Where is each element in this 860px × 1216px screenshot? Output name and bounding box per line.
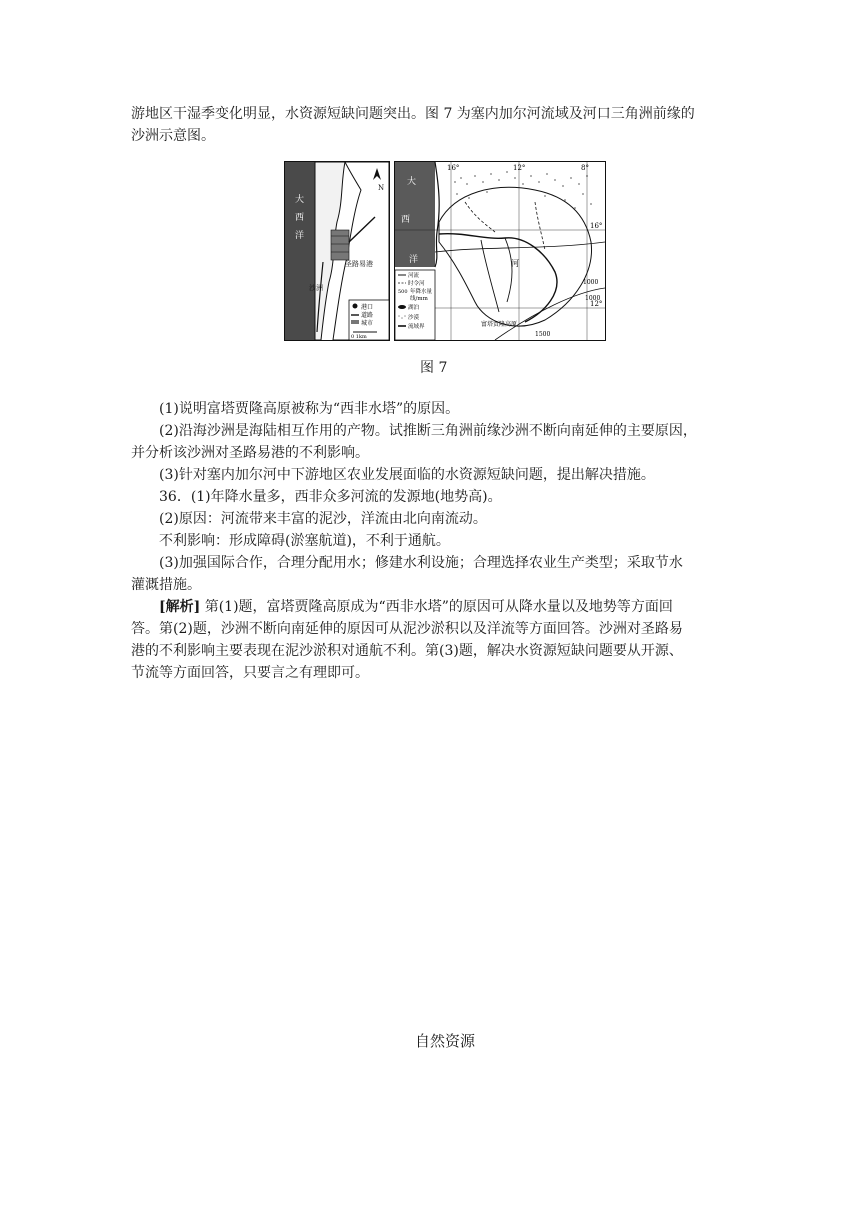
question-2-line-1: (2)沿海沙洲是海陆相互作用的产物。试推断三角洲前缘沙洲不断向南延伸的主要原因， xyxy=(159,423,697,439)
legend-river: 河流 xyxy=(408,273,420,279)
left-ocean-label-3: 洋 xyxy=(295,231,305,241)
analysis-line-2: 答。第(2)题，沙洲不断向南延伸的原因可从泥沙淤积以及洋流等方面回答。沙洲对圣路易 xyxy=(131,621,683,637)
analysis-line-3: 港的不利影响主要表现在泥沙淤积对通航不利。第(3)题，解决水资源短缺问题要从开源、 xyxy=(131,643,683,659)
analysis-line-1 xyxy=(159,596,673,618)
port-label: 圣路易港 xyxy=(345,260,373,268)
question-2-line-2: 并分析该沙洲对圣路易港的不利影响。 xyxy=(131,445,369,461)
question-1: (1)说明富塔贾隆高原被称为“西非水塔”的原因。 xyxy=(159,401,460,417)
analysis-line-4: 节流等方面回答，只要言之有理即可。 xyxy=(131,665,369,681)
legend-precip: 年降水量 xyxy=(410,289,433,295)
lon-label-16: 16° xyxy=(447,164,460,172)
scale-label: 0 1km xyxy=(351,334,367,340)
analysis-text-1: 第(1)题，富塔贾隆高原成为“西非水塔”的原因可从降水量以及地势等方面回 xyxy=(200,599,673,615)
left-ocean-label-2: 西 xyxy=(295,213,305,223)
plateau-label: 富塔贾隆高原 xyxy=(481,321,518,328)
right-ocean-label-1: 大 xyxy=(407,177,417,187)
intro-line-1: 游地区干湿季变化明显，水资源短缺问题突出。图 7 为塞内加尔河流域及河口三角洲前缘的 xyxy=(131,106,695,122)
sandbar-label: 沙洲 xyxy=(309,284,323,292)
lon-label-8: 8° xyxy=(581,164,589,172)
isohyet-label-1: 1000 xyxy=(585,295,601,302)
river-label: 河 xyxy=(511,259,519,268)
question-3: (3)针对塞内加尔河中下游地区农业发展面临的水资源短缺问题，提出解决措施。 xyxy=(159,467,655,483)
legend-desert: 沙漠 xyxy=(408,315,420,321)
answer-1: 36．(1)年降水量多，西非众多河流的发源地(地势高)。 xyxy=(159,489,502,505)
answer-3-line-1: (3)加强国际合作，合理分配用水；修建水利设施；合理选择农业生产类型；采取节水 xyxy=(159,555,683,571)
left-map-sandbar xyxy=(284,161,390,341)
lat-label-16: 16° xyxy=(590,222,603,230)
legend-city: 城市 xyxy=(361,320,374,327)
left-ocean-label-1: 大 xyxy=(295,195,305,205)
legend-port: 港口 xyxy=(361,304,374,311)
legend-seasonal-river: 时令河 xyxy=(408,281,425,287)
legend-precip-unit: 线/mm xyxy=(410,296,428,302)
legend-basin-boundary: 流域界 xyxy=(408,324,425,330)
answer-3-line-2: 灌溉措施。 xyxy=(131,577,201,593)
legend-lake: 湖泊 xyxy=(408,305,420,311)
answer-2-line-1: (2)原因：河流带来丰富的泥沙，洋流由北向南流动。 xyxy=(159,511,487,527)
north-label: N xyxy=(378,184,385,192)
lon-label-12: 12° xyxy=(513,164,526,172)
isohyet-label-3: 1500 xyxy=(535,331,551,338)
legend-road: 道路 xyxy=(361,312,374,319)
answer-2-line-2: 不利影响：形成障碍(淤塞航道)，不利于通航。 xyxy=(159,533,450,549)
lat-label-12: 12° xyxy=(590,300,603,308)
page-footer: 自然资源 xyxy=(415,1032,476,1050)
right-map-basin xyxy=(394,161,606,341)
right-ocean-label-2: 西 xyxy=(401,215,411,225)
right-ocean-label-3: 洋 xyxy=(409,255,419,265)
figure-caption: 图 7 xyxy=(420,360,448,376)
intro-line-2: 沙洲示意图。 xyxy=(131,128,215,144)
legend-isohyet-value: 500 xyxy=(398,289,408,295)
isohyet-label-2: 1000 xyxy=(583,279,599,286)
analysis-label: [解析] xyxy=(159,599,201,615)
